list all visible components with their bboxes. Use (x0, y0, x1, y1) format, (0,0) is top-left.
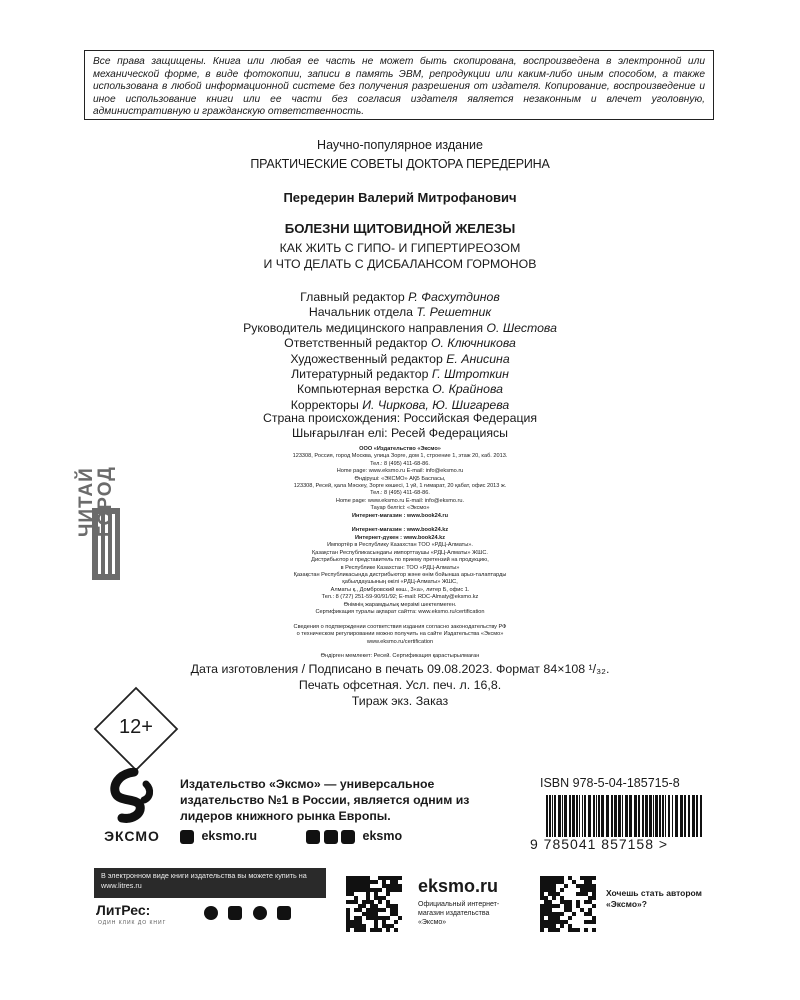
qr-code-icon (346, 876, 402, 932)
credit-line (150, 367, 650, 382)
litres-tagline: ОДИН КЛИК ДО КНИГ (98, 920, 167, 926)
author-name: Передерин Валерий Митрофанович (283, 190, 517, 205)
publisher-info-line: Тауар белгісі: «Эксмо» (370, 505, 430, 512)
publisher-info-line: Тел.: 8 (495) 411-68-86. (370, 490, 430, 497)
book-title: БОЛЕЗНИ ЩИТОВИДНОЙ ЖЕЛЕЗЫ (284, 221, 516, 236)
publisher-info-line: Интернет-дүкен : www.book24.kz (354, 534, 446, 541)
publisher-info-line: Интернет-магазин : www.book24.kz (351, 527, 449, 534)
isbn: ISBN 978-5-04-185715-8 (540, 776, 680, 790)
publisher-info (230, 446, 570, 661)
social-row (180, 829, 402, 844)
credit-line (150, 352, 650, 367)
publisher-info-line: Интернет-магазин : www.book24.ru (351, 512, 449, 519)
eksmo-site-big[interactable]: eksmo.ru (418, 876, 499, 896)
telegram-icon (324, 830, 338, 844)
credit-role: Главный редактор (300, 290, 409, 304)
credit-role: Литературный редактор (291, 367, 432, 382)
publisher-info-line: Қазақстан Республикасындағы импорттаушы «РДЦ-Алматы» ЖШС. (312, 549, 488, 556)
social-handle[interactable]: eksmo (362, 829, 403, 843)
barcode-icon (540, 795, 710, 837)
qr-code-shop[interactable] (346, 876, 402, 932)
publisher-info-line: www.eksmo.ru/certification (366, 638, 434, 645)
rights-notice: Все права защищены. Книга или любая ее часть не может быть скопирована, воспроизведена в электронной или механической форме, в виде фотокопии, записи в память ЭВМ, репродукции или каким-либо иным способом, а также использована в любой информационной системе без получения разрешения от издателя. Копирование, воспроизведение и иное использование книги или ее части без согласия издателя является незаконным и влечет уголовную, административную и гражданскую ответственность. (84, 50, 714, 120)
odnoklassniki-icon (341, 830, 355, 844)
android-icon[interactable] (228, 906, 242, 920)
author-call: Хочешь стать автором «Эксмо»? (606, 888, 702, 909)
credit-line (150, 382, 650, 397)
barcode-digits: 9 785041 857158 > (530, 836, 669, 852)
chitai-gorod-word1: ЧИТАЙ (76, 467, 97, 537)
litres-logo: ЛитРес: (96, 902, 151, 918)
publisher-info-line: Өндіруші: «ЭКСМО» АҚБ Баспасы, (354, 475, 446, 482)
eksmo-wordmark: ЭКСМО (104, 828, 160, 844)
publisher-info-line: Өндірген мемлекет: Ресей. Сертификация қарастырылмаған (320, 653, 480, 660)
credit-name: О. Шестова (486, 320, 557, 335)
qr-code-author[interactable] (540, 876, 596, 932)
publisher-info-line: Home page: www.eksmo.ru E-mail: info@eksmo.ru. (335, 497, 465, 504)
series-title: ПРАКТИЧЕСКИЕ СОВЕТЫ ДОКТОРА ПЕРЕДЕРИНА (250, 157, 550, 171)
credit-role: Ответственный редактор (284, 336, 431, 351)
chitai-gorod-logo (76, 420, 148, 580)
eksmo-mark-icon (94, 768, 170, 824)
credit-role: Корректоры (290, 397, 363, 412)
credit-line (150, 336, 650, 351)
publisher-info-line: Тел.: 8 (495) 411-68-86. (370, 460, 430, 467)
web-icon (180, 830, 194, 844)
litres-notice: В электронном виде книги издательства вы можете купить на www.litres.ru (94, 868, 326, 898)
windows-icon[interactable] (277, 906, 291, 920)
credit-role: Руководитель медицинского направления (243, 320, 487, 335)
publisher-blurb: Издательство «Эксмо» — универсальное издательство №1 в России, является одним из лидеров книжного рынка Европы. (180, 777, 470, 823)
app-store-icons (204, 904, 291, 922)
publisher-info-line: Алматы қ., Домбровский көш., 3«а», литер Б, офис 1. (330, 586, 470, 593)
publisher-info-line: Сведения о подтверждении соответствия издания согласно законодательству РФ (293, 623, 507, 630)
book-subtitle-line2: И ЧТО ДЕЛАТЬ С ДИСБАЛАНСОМ ГОРМОНОВ (263, 257, 537, 271)
qr-code-icon (540, 876, 596, 932)
print-type: Печать офсетная. Усл. печ. л. 16,8. (298, 678, 502, 692)
print-date-format: Дата изготовления / Подписано в печать 09.08.2023. Формат 84×108 ¹/₃₂. (190, 662, 610, 676)
publisher-info-line: Өнімнің жарамдылық мерзімі шектелмеген. (343, 601, 457, 608)
origin-ru: Страна происхождения: Российская Федерация (262, 411, 538, 425)
credit-line (150, 290, 650, 305)
publisher-info-line: Home page: www.eksmo.ru E-mail: info@eksmo.ru (336, 468, 464, 475)
credit-name: Е. Анисина (446, 351, 510, 366)
credit-name: Р. Фасхутдинов (408, 290, 500, 304)
publisher-info-line: қабылдаушының өкілі «РДЦ-Алматы» ЖШС, (342, 579, 458, 586)
browser-icon[interactable] (253, 906, 267, 920)
credit-line (150, 305, 650, 320)
origin-kz: Шығарылған елі: Ресей Федерациясы (292, 426, 508, 440)
publisher-info-line: Қазақстан Республикасында дистрибьютор және өнім бойынша арыз-талаптарды (293, 571, 507, 578)
apple-icon[interactable] (204, 906, 218, 920)
publisher-info-line: 123308, Ресей, қала Мәскеу, Зорге көшесі, 1 үй, 1 ғимарат, 20 қабат, офис 2013 ж. (293, 483, 507, 490)
eksmo-logo (94, 768, 170, 850)
barcode (540, 795, 710, 837)
edition-type: Научно-популярное издание (317, 138, 483, 152)
credit-role: Компьютерная верстка (297, 382, 433, 397)
site-link[interactable]: eksmo.ru (201, 829, 258, 843)
age-rating-text: 12+ (119, 716, 153, 738)
publisher-info-line: Сертификация туралы ақпарат сайтта: www.eksmo.ru/certification (315, 608, 485, 615)
chitai-gorod-word2: ГОРОД (95, 466, 116, 537)
credit-name: О. Ключникова (430, 336, 516, 351)
publisher-info-line: Дистрибьютор и представитель по приему претензий на продукцию, (311, 557, 489, 564)
publisher-info-line (230, 520, 570, 527)
credit-name: Г. Штроткин (431, 367, 509, 382)
publisher-info-line: 123308, Россия, город Москва, улица Зорге, дом 1, строение 1, этаж 20, каб. 2013. (292, 453, 508, 460)
publisher-info-line: о техническом регулировании можно получить на сайте Издательства «Эксмо» (296, 631, 504, 638)
print-run: Тираж экз. Заказ (351, 694, 449, 708)
age-rating-badge (92, 685, 180, 773)
credits-list (150, 290, 650, 413)
publisher-info-line: Тел.: 8 (727) 251-59-90/91/92; E-mail: RDC-Almaty@eksmo.kz (321, 594, 479, 601)
book-subtitle-line1: КАК ЖИТЬ С ГИПО- И ГИПЕРТИРЕОЗОМ (279, 241, 521, 255)
credit-name: Т. Решетник (416, 305, 492, 320)
credit-name: И. Чиркова, Ю. Шигарева (362, 397, 510, 412)
credit-name: О. Крайнова (432, 382, 503, 397)
eksmo-site-caption: Официальный интернет-магазин издательства «Эксмо» (418, 901, 500, 926)
credit-role: Начальник отдела (308, 305, 417, 320)
publisher-info-line (230, 616, 570, 623)
credit-line (150, 321, 650, 336)
publisher-info-line: в Республике Казахстан: ТОО «РДЦ-Алматы» (340, 564, 460, 571)
publisher-info-line: Импортёр в Республику Казахстан ТОО «РДЦ-Алматы». (327, 542, 473, 549)
vk-icon (306, 830, 320, 844)
credit-role: Художественный редактор (290, 351, 447, 366)
publisher-info-line: ООО «Издательство «Эксмо» (359, 446, 441, 452)
